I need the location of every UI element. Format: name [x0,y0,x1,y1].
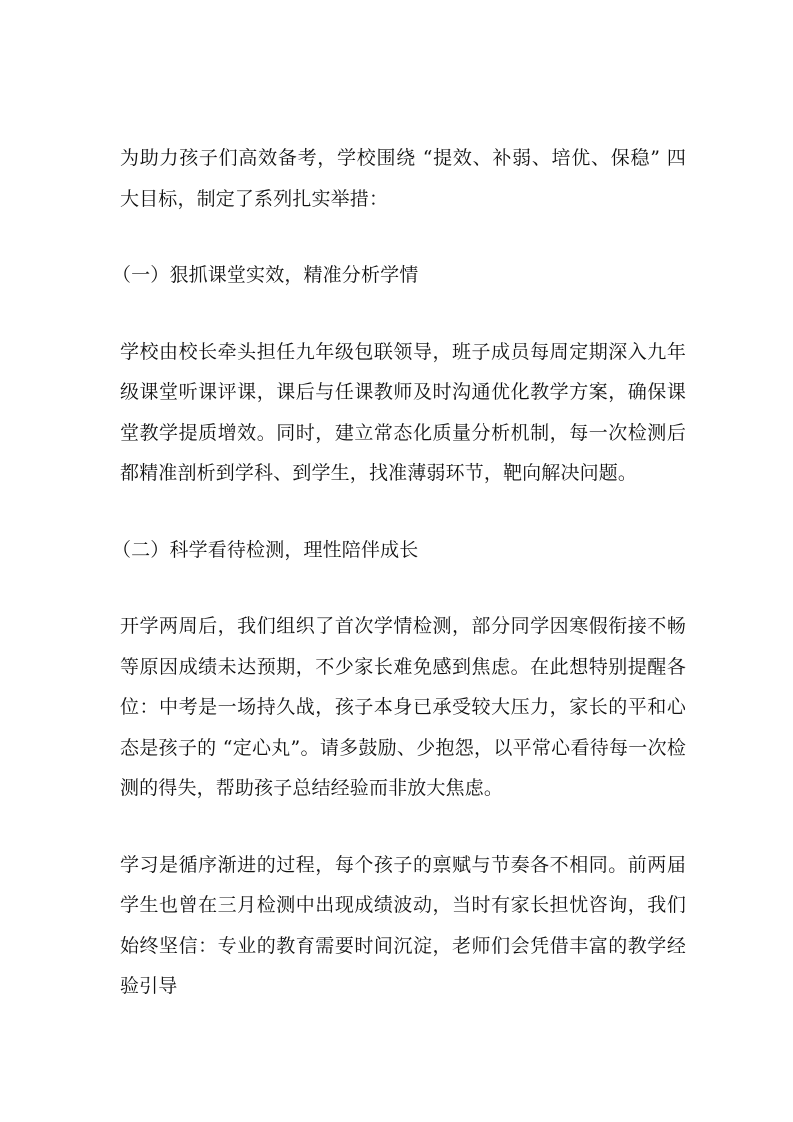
intro-paragraph: 为助力孩子们高效备考，学校围绕 “提效、补弱、培优、保稳” 四大目标，制定了系列扎实举措： [120,147,686,210]
document-body [112,138,686,1043]
section-1-paragraph: 学校由校长牵头担任九年级包联领导，班子成员每周定期深入九年级课堂听课评课，课后与任课教师及时沟通优化教学方案，确保课堂教学提质增效。同时，建立常态化质量分析机制，每一次检测后都精准剖析到学科、到学生，找准薄弱环节，靶向解决问题。 [120,340,686,484]
section-2-paragraph-2: 学习是循序渐进的过程，每个孩子的禀赋与节奏各不相同。前两届学生也曾在三月检测中出现成绩波动，当时有家长担忧咨询，我们始终坚信：专业的教育需要时间沉淀，老师们会凭借丰富的教学经验引导 [120,853,686,997]
section-heading-1: （一）狠抓课堂实效，精准分析学情 [112,264,419,286]
section-2-paragraph-1: 开学两周后，我们组织了首次学情检测，部分同学因寒假衔接不畅等原因成绩未达预期，不少家长难免感到焦虑。在此想特别提醒各位：中考是一场持久战，孩子本身已承受较大压力，家长的平和心态是孩子的 “定心丸”。请多鼓励、少抱怨，以平常心看待每一次检测的得失，帮助孩子总结经验而非放大焦虑。 [120,615,686,799]
section-heading-2: （二）科学看待检测，理性陪伴成长 [112,538,419,561]
